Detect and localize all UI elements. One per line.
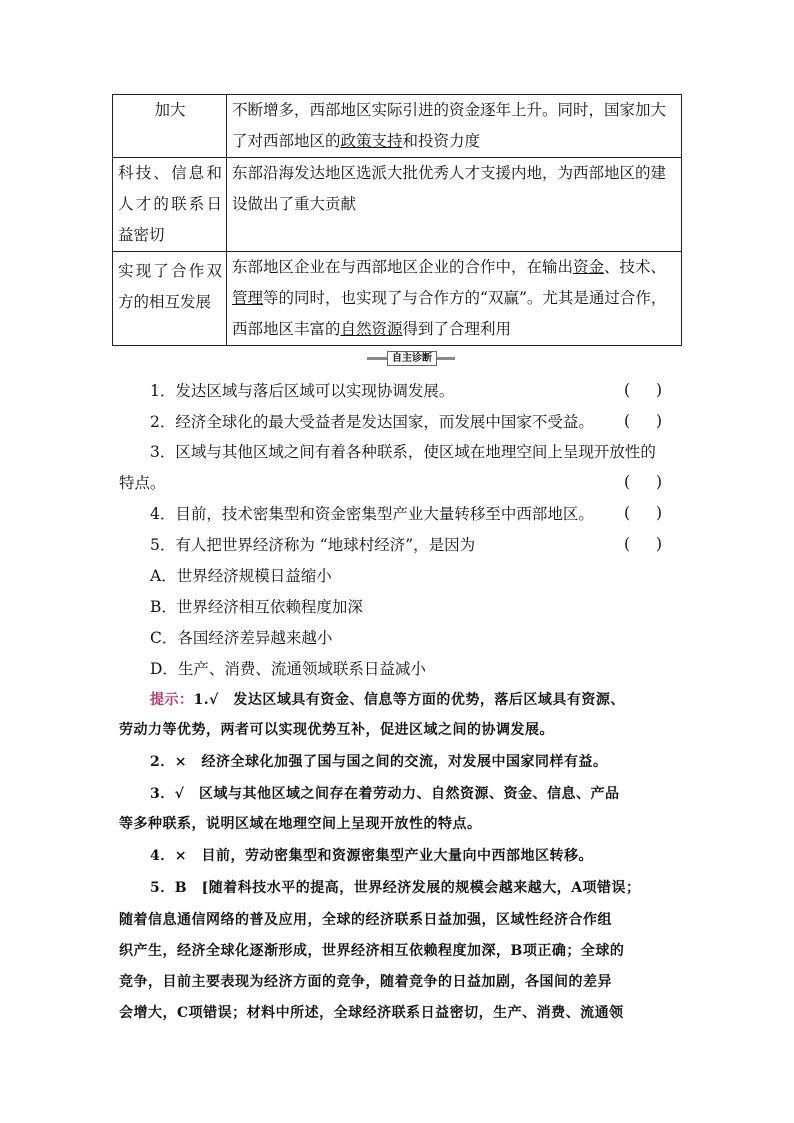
answer-paren[interactable]	[624, 473, 668, 491]
cell-text: 东部地区企业在与西部地区企业的合作中，在输出	[232, 258, 574, 276]
answer-paren[interactable]	[624, 381, 668, 399]
underlined-term: 自然资源	[340, 320, 403, 338]
question-5: 5．有人把世界经济称为 “地球村经济”，是因为	[150, 536, 476, 554]
hint-key: 提示：	[150, 692, 194, 708]
option-d[interactable]: D．生产、消费、流通领域联系日益减小	[150, 660, 426, 678]
cell-text: 西部地区丰富的	[232, 320, 341, 338]
hint-5-cont: 竞争，目前主要表现为经济方面的竞争，随着竞争的日益加剧，各国间的差异	[119, 974, 612, 990]
paren-close: )	[656, 504, 663, 522]
answer-paren[interactable]	[624, 412, 668, 430]
question-2: 2．经济全球化的最大受益者是发达国家，而发展中国家不受益。	[150, 413, 594, 431]
table-row	[113, 158, 682, 252]
summary-table	[112, 94, 682, 346]
banner-bar-right	[437, 357, 455, 360]
paren-close: )	[656, 412, 663, 430]
cell-text: 、技术、	[604, 258, 667, 276]
cell-text: 大了对西部地区的	[232, 101, 667, 150]
table-row	[113, 252, 682, 346]
hint-1	[150, 690, 625, 710]
question-4: 4．目前，技术密集型和资金密集型产业大量转移至中西部地区。	[150, 505, 594, 523]
cell-text: 东部沿海发达地区选派大批优秀人才支援内地，为西部地区的	[232, 164, 651, 182]
underlined-term: 资金	[573, 258, 605, 276]
row-label: 加大	[113, 95, 227, 158]
section-title: 自主诊断	[387, 351, 437, 366]
option-a[interactable]: A．世界经济规模日益缩小	[150, 567, 332, 585]
banner-bar-left	[367, 357, 387, 360]
option-c[interactable]: C．各国经济差异越来越小	[150, 629, 333, 647]
paren-close: )	[656, 473, 663, 491]
cell-text: 和投资力度	[402, 132, 481, 150]
hint-2: 2．× 经济全球化加强了国与国之间的交流，对发展中国家同样有益。	[150, 754, 608, 770]
question-3-cont: 特点。	[119, 474, 166, 492]
hint-text: 1.√ 发达区域具有资金、信息等方面的优势，落后区域具有资源、	[193, 692, 625, 708]
hint-3-cont: 等多种联系，说明区域在地理空间上呈现开放性的特点。	[119, 816, 482, 832]
row-content	[227, 252, 682, 346]
row-content	[227, 95, 682, 158]
option-b[interactable]: B．世界经济相互依赖程度加深	[150, 598, 363, 616]
paren-open: (	[624, 412, 631, 430]
hint-4: 4．× 目前，劳动密集型和资源密集型产业大量向中西部地区转移。	[150, 848, 593, 864]
hint-5-cont: 织产生，经济全球化逐渐形成，世界经济相互依赖程度加深，B项正确；全球的	[119, 943, 625, 959]
paren-open: (	[624, 504, 631, 522]
answer-paren[interactable]	[624, 535, 668, 553]
hint-3: 3．√ 区域与其他区域之间存在着劳动力、自然资源、资金、信息、产品	[150, 786, 620, 802]
table-row	[113, 95, 682, 158]
cell-text: 等的同时，也实现了与合作方的“双赢”。尤其是通过合作，	[263, 289, 667, 307]
question-3: 3．区域与其他区域之间有着各种联系，使区域在地理空间上呈现开放性的	[150, 443, 656, 461]
row-content	[227, 158, 682, 252]
cell-text: 建设做出了重大贡献	[232, 164, 667, 213]
cell-text: 得到了合理利用	[402, 320, 512, 338]
cell-text: 不断增多，西部地区实际引进的资金逐年上升。同时，国家加	[232, 101, 651, 119]
paren-close: )	[656, 381, 663, 399]
question-1: 1．发达区域与落后区域可以实现协调发展。	[150, 382, 455, 400]
section-banner	[367, 351, 455, 365]
hint-1-cont: 劳动力等优势，两者可以实现优势互补，促进区域之间的协调发展。	[119, 722, 554, 738]
paren-open: (	[624, 535, 631, 553]
answer-paren[interactable]	[624, 504, 668, 522]
hint-5-cont: 会增大，C项错误；材料中所述，全球经济联系日益密切，生产、消费、流通领	[119, 1005, 624, 1021]
paren-close: )	[656, 535, 663, 553]
paren-open: (	[624, 473, 631, 491]
paren-open: (	[624, 381, 631, 399]
underlined-term: 管理	[232, 289, 264, 307]
hint-5: 5．B [随着科技水平的提高，世界经济发展的规模会越来越大，A项错误；	[150, 880, 641, 896]
row-label: 科技、信息和人才的联系日益密切	[113, 158, 227, 252]
hint-5-cont: 随着信息通信网络的普及应用，全球的经济联系日益加强，区域性经济合作组	[119, 912, 612, 928]
underlined-term: 政策支持	[340, 132, 403, 150]
row-label: 实现了合作双方的相互发展	[113, 252, 227, 346]
